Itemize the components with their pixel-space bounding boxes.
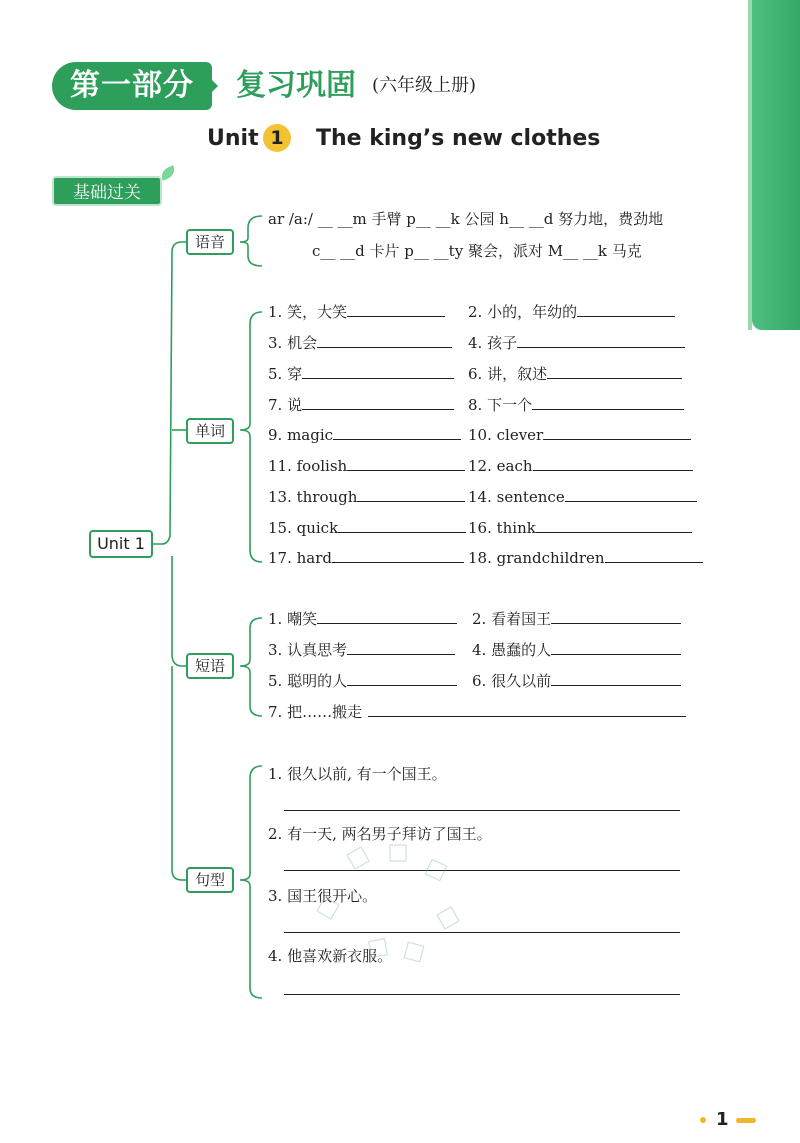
part-label: 第一部分 (52, 62, 212, 110)
mindmap-root: Unit 1 (89, 530, 153, 558)
word-item: 9. magic (268, 423, 461, 447)
review-title: 复习巩固 (236, 68, 356, 103)
page-number-dash (736, 1118, 756, 1123)
phrase-item: 7. 把……搬走 (268, 700, 686, 724)
word-item: 13. through (268, 485, 465, 509)
word-item: 15. quick (268, 516, 466, 540)
word-item: 11. foolish (268, 454, 465, 478)
node-sentences: 句型 (186, 867, 234, 893)
phrase-item: 6. 很久以前 (472, 669, 681, 693)
phrase-item: 5. 聪明的人 (268, 669, 457, 693)
word-item: 14. sentence (468, 485, 697, 509)
word-item: 8. 下一个 (468, 393, 684, 417)
word-item: 16. think (468, 516, 692, 540)
phrase-item: 3. 认真思考 (268, 638, 455, 662)
watermark-stamp (310, 840, 480, 980)
phonics-line-1: ar /a:/ __ __m 手臂 p__ __k 公园 h__ __d 努力地，费劲地 (268, 210, 664, 228)
review-subtitle: (六年级上册) (372, 75, 477, 96)
word-item: 1. 笑，大笑 (268, 300, 445, 324)
word-item: 7. 说 (268, 393, 454, 417)
word-item: 10. clever (468, 423, 691, 447)
word-item: 3. 机会 (268, 331, 452, 355)
sentence-prompt: 3. 国王很开心。 (268, 887, 378, 905)
phonics-line-2: c__ __d 卡片 p__ __ty 聚会，派对 M__ __k 马克 (312, 242, 642, 260)
word-item: 4. 孩子 (468, 331, 685, 355)
unit-title: The king’s new clothes (316, 126, 601, 151)
page-number-dot (700, 1117, 706, 1123)
page-number: 1 (716, 1109, 729, 1130)
node-words: 单词 (186, 418, 234, 444)
word-item: 2. 小的，年幼的 (468, 300, 675, 324)
unit-number-badge: 1 (263, 124, 291, 152)
answer-line[interactable] (284, 810, 680, 811)
sentence-prompt: 1. 很久以前, 有一个国王。 (268, 765, 447, 783)
node-phonics: 语音 (186, 229, 234, 255)
section-label: 基础过关 (52, 176, 162, 206)
word-item: 17. hard (268, 546, 464, 570)
sentence-prompt: 2. 有一天, 两名男子拜访了国王。 (268, 825, 492, 843)
unit-word: Unit (207, 126, 259, 151)
word-item: 5. 穿 (268, 362, 454, 386)
answer-line[interactable] (284, 994, 680, 995)
word-item: 18. grandchildren (468, 546, 703, 570)
phrase-item: 1. 嘲笑 (268, 607, 457, 631)
word-item: 12. each (468, 454, 693, 478)
phrase-item: 2. 看着国王 (472, 607, 681, 631)
sentence-prompt: 4. 他喜欢新衣服。 (268, 947, 393, 965)
node-phrases: 短语 (186, 653, 234, 679)
phrase-item: 4. 愚蠢的人 (472, 638, 681, 662)
word-item: 6. 讲，叙述 (468, 362, 682, 386)
